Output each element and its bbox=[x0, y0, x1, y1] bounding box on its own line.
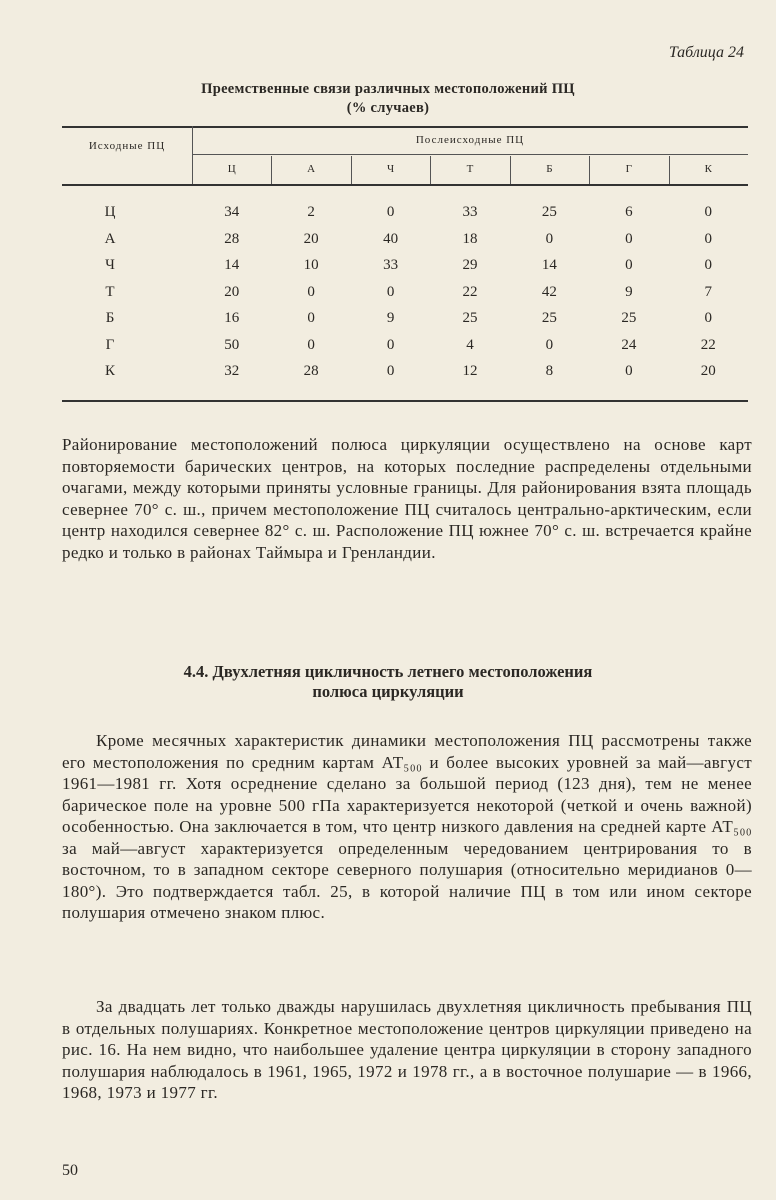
table-cell: 50 bbox=[224, 336, 240, 353]
table-cell: 9 bbox=[625, 283, 633, 300]
table-cell: 9 bbox=[386, 310, 395, 326]
table-cell: 40 bbox=[383, 230, 399, 247]
table-cell: 0 bbox=[704, 257, 713, 273]
row-label: Г bbox=[105, 336, 115, 353]
table-cell: 0 bbox=[307, 310, 315, 326]
table-cell: 25 bbox=[462, 310, 478, 326]
table-cell: 0 bbox=[704, 230, 713, 247]
column-header: Ц bbox=[227, 163, 236, 175]
header-divider-rule bbox=[192, 154, 748, 155]
table-cell: 0 bbox=[386, 204, 395, 220]
target-columns-header: Послеисходные ПЦ bbox=[415, 134, 525, 146]
row-label: К bbox=[104, 363, 115, 379]
table-cell: 24 bbox=[621, 336, 637, 353]
row-label: Ч bbox=[105, 257, 115, 273]
table-cell: 20 bbox=[303, 230, 319, 247]
source-column-header: Исходные ПЦ bbox=[88, 140, 166, 152]
caption-subtitle: (% случаев) bbox=[346, 100, 430, 116]
table-cell: 33 bbox=[462, 204, 478, 220]
table-cell: 22 bbox=[700, 336, 716, 353]
column-separator bbox=[271, 156, 272, 184]
table-cell: 25 bbox=[541, 204, 557, 220]
paragraph-zoning: Районирование местоположений полюса циркуляции осуществлено на основе карт повторяемости барических центров, на которых последние распределены отдельными очагами, между которыми приняты условные границы. Для районирования взята площадь севернее 70° с. ш., причем местоположение ПЦ считалось центрально-арктическим, если центр находился севернее 82° с. ш. Расположение ПЦ южнее 70° с. ш. встречается крайне редко и только в районах Таймыра и Гренландии. bbox=[62, 435, 752, 562]
table-cell: 25 bbox=[541, 310, 557, 326]
table-cell: 16 bbox=[224, 310, 240, 326]
table-cell: 7 bbox=[704, 283, 713, 300]
column-separator bbox=[510, 156, 511, 184]
column-separator bbox=[669, 156, 670, 184]
row-label: Б bbox=[105, 310, 115, 326]
table-caption bbox=[0, 80, 776, 118]
row-label: А bbox=[104, 230, 116, 247]
section-heading-line2: полюса циркуляции bbox=[312, 682, 464, 701]
paragraph-two-year-cycle: За двадцать лет только дважды нарушилась двухлетняя цикличность пребывания ПЦ в отдельных полушариях. Конкретное местоположение центров циркуляции приведено на рис. 16. На нем видно, что наибольшее удаление центра циркуляции в сторону западного полушария наблюдалось в 1961, 1965, 1972 и 1978 гг., а в восточное полушарие — в 1966, 1968, 1973 и 1977 гг. bbox=[62, 997, 752, 1102]
table-cell: 0 bbox=[307, 336, 315, 353]
table-cell: 8 bbox=[545, 363, 554, 379]
row-label: Т bbox=[105, 283, 115, 300]
table-cell: 2 bbox=[307, 204, 315, 220]
table-cell: 0 bbox=[386, 363, 395, 379]
table-cell: 22 bbox=[462, 283, 478, 300]
table-cell: 0 bbox=[307, 283, 315, 300]
table-cell: 29 bbox=[462, 257, 478, 273]
table-cell: 4 bbox=[466, 336, 474, 353]
table-cell: 0 bbox=[386, 336, 395, 353]
table-bottom-rule bbox=[62, 400, 748, 402]
table-cell: 0 bbox=[545, 230, 554, 247]
table-cell: 0 bbox=[386, 283, 395, 300]
table-cell: 25 bbox=[621, 310, 637, 326]
column-header: Г bbox=[625, 163, 633, 175]
column-header: А bbox=[307, 163, 316, 175]
page-number: 50 bbox=[62, 1162, 78, 1179]
caption-title: Преемственные связи различных местоположений ПЦ bbox=[201, 81, 575, 97]
table-cell: 20 bbox=[700, 363, 716, 379]
section-heading-line1: 4.4. Двухлетняя цикличность летнего местоположения bbox=[183, 662, 593, 681]
table-cell: 6 bbox=[625, 204, 633, 220]
column-header: Б bbox=[546, 163, 553, 175]
column-header: Ч bbox=[386, 163, 395, 175]
table-cell: 0 bbox=[704, 310, 713, 326]
paragraph-monthly-characteristics: Кроме месячных характеристик динамики местоположения ПЦ рассмотрены также его местоположения по средним картам АТ₅₀₀ и более высоких уровней за май—август 1961—1981 гг. Хотя осреднение сделано за большой период (123 дня), тем не менее барическое поле на уровне 500 гПа характеризуется некоторой (четкой и очень важной) особенностью. Она заключается в том, что центр низкого давления на средней карте АТ₅₀₀ за май—август характеризуется определенным чередованием центрирования то в восточном, то в западном секторе северного полушария (относительно меридианов 0—180°). Это подтверждается табл. 25, в которой наличие ПЦ в том или ином секторе полушария отмечено знаком плюс. bbox=[62, 731, 752, 922]
table-number-label: Таблица 24 bbox=[668, 44, 744, 61]
table-cell: 42 bbox=[541, 283, 557, 300]
table-cell: 20 bbox=[224, 283, 240, 300]
table-cell: 18 bbox=[462, 230, 478, 247]
table-cell: 14 bbox=[224, 257, 240, 273]
table-cell: 28 bbox=[224, 230, 240, 247]
table-cell: 14 bbox=[541, 257, 557, 273]
table-cell: 34 bbox=[224, 204, 240, 220]
table-cell: 0 bbox=[625, 257, 633, 273]
table-top-rule bbox=[62, 126, 748, 128]
column-header: К bbox=[704, 163, 712, 175]
table-cell: 33 bbox=[383, 257, 399, 273]
table-cell: 32 bbox=[224, 363, 240, 379]
table-cell: 0 bbox=[625, 363, 633, 379]
table-cell: 0 bbox=[545, 336, 554, 353]
column-separator bbox=[589, 156, 590, 184]
column-separator bbox=[430, 156, 431, 184]
table-cell: 0 bbox=[704, 204, 713, 220]
column-separator bbox=[351, 156, 352, 184]
row-label: Ц bbox=[104, 204, 116, 220]
table-cell: 10 bbox=[303, 257, 319, 273]
section-heading bbox=[0, 662, 776, 702]
column-header: Т bbox=[466, 163, 474, 175]
header-bottom-rule bbox=[62, 184, 748, 186]
table-cell: 28 bbox=[303, 363, 319, 379]
table-cell: 12 bbox=[462, 363, 478, 379]
table-cell: 0 bbox=[625, 230, 633, 247]
